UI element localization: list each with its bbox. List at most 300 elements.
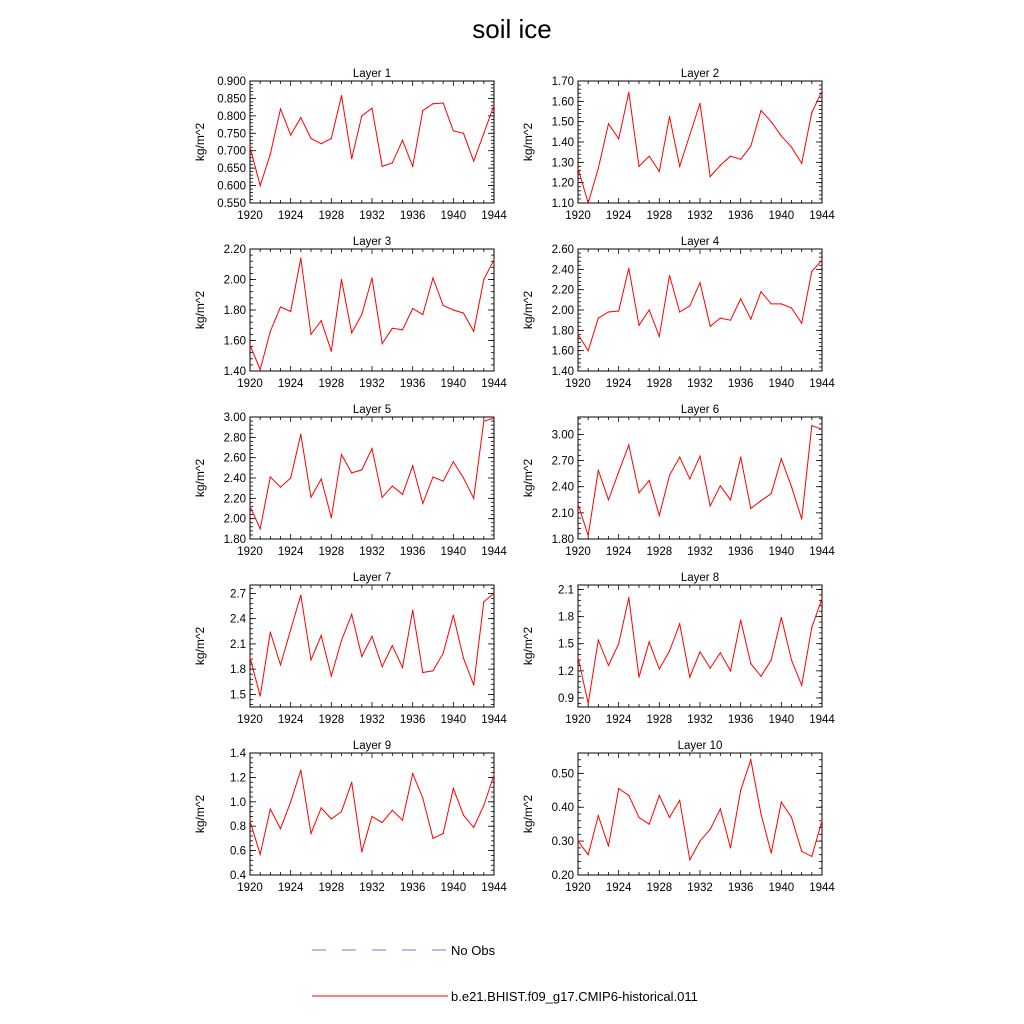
series-line [250, 593, 494, 696]
data-point [689, 134, 690, 135]
x-tick-label: 1944 [481, 882, 507, 894]
y-tick-label: 2.60 [551, 244, 574, 256]
data-point [321, 635, 322, 636]
x-tick-label: 1936 [399, 546, 426, 558]
panel-title: Layer 4 [680, 236, 720, 248]
y-tick-label: 0.900 [217, 76, 246, 88]
data-point [659, 171, 660, 172]
x-tick-label: 1936 [727, 546, 754, 558]
data-point [310, 659, 311, 660]
data-point [740, 456, 741, 457]
data-point [493, 774, 494, 775]
data-point [791, 817, 792, 818]
y-axis-label: kg/m^2 [193, 458, 207, 498]
chart-panel-9 [193, 740, 507, 894]
data-point [432, 838, 433, 839]
data-point [811, 271, 812, 272]
data-point [382, 166, 383, 167]
data-point [412, 610, 413, 611]
data-point [750, 508, 751, 509]
data-point [689, 859, 690, 860]
chart-panel-4 [521, 236, 835, 390]
plot-frame [250, 81, 494, 203]
data-point [608, 311, 609, 312]
x-tick-label: 1924 [277, 714, 304, 726]
data-point [760, 110, 761, 111]
series-line [250, 418, 494, 529]
data-point [300, 258, 301, 259]
data-point [260, 695, 261, 696]
x-tick-label: 1920 [237, 378, 263, 390]
data-point [463, 477, 464, 478]
y-tick-label: 2.20 [223, 493, 246, 506]
series-line [578, 760, 822, 860]
data-point [483, 279, 484, 280]
data-point [720, 808, 721, 809]
y-axis-label: kg/m^2 [193, 122, 207, 162]
data-point [649, 824, 650, 825]
y-tick-label: 0.4 [230, 870, 246, 882]
data-point [720, 485, 721, 486]
y-tick-label: 0.600 [217, 180, 246, 193]
y-tick-label: 0.700 [217, 145, 246, 158]
y-axis-label: kg/m^2 [521, 458, 535, 498]
y-tick-label: 0.9 [558, 692, 574, 705]
data-point [791, 146, 792, 147]
data-point [321, 320, 322, 321]
data-point [760, 813, 761, 814]
data-point [771, 121, 772, 122]
data-point [720, 652, 721, 653]
figure-title: soil ice [472, 14, 552, 44]
series-line [250, 96, 494, 186]
chart-panel-3 [193, 236, 507, 390]
y-tick-label: 2.1 [558, 584, 574, 597]
y-axis-label: kg/m^2 [521, 290, 535, 330]
data-point [422, 110, 423, 111]
data-point [638, 817, 639, 818]
x-tick-label: 1944 [809, 546, 835, 558]
data-point [771, 852, 772, 853]
y-tick-label: 1.20 [551, 177, 574, 190]
data-point [720, 318, 721, 319]
data-point [618, 471, 619, 472]
data-point [689, 478, 690, 479]
panel-title: Layer 9 [352, 740, 392, 752]
x-tick-label: 1944 [809, 882, 835, 894]
data-point [361, 851, 362, 852]
data-point [730, 670, 731, 671]
chart-panel-2 [521, 68, 835, 222]
data-point [618, 643, 619, 644]
data-point [598, 168, 599, 169]
data-point [791, 659, 792, 660]
plot-frame [250, 585, 494, 707]
data-point [821, 820, 822, 821]
x-tick-label: 1928 [646, 546, 673, 558]
x-tick-label: 1920 [565, 714, 591, 726]
data-point [371, 108, 372, 109]
y-tick-label: 3.00 [223, 412, 246, 424]
data-point [422, 503, 423, 504]
series-line [250, 770, 494, 854]
y-tick-label: 2.60 [223, 452, 246, 465]
series-line [578, 260, 822, 351]
data-point [341, 640, 342, 641]
data-point [473, 498, 474, 499]
plot-frame [250, 753, 494, 875]
y-tick-label: 1.4 [230, 748, 246, 760]
data-point [351, 472, 352, 473]
x-tick-label: 1944 [809, 714, 835, 726]
y-tick-label: 1.80 [551, 325, 574, 338]
data-point [699, 103, 700, 104]
data-point [361, 115, 362, 116]
data-point [443, 833, 444, 834]
x-tick-label: 1936 [399, 210, 426, 222]
data-point [412, 308, 413, 309]
data-point [422, 672, 423, 673]
series-line [578, 91, 822, 203]
data-point [588, 350, 589, 351]
y-tick-label: 2.7 [230, 588, 246, 601]
panel-title: Layer 3 [352, 236, 392, 248]
y-tick-label: 1.8 [230, 664, 246, 677]
x-tick-label: 1928 [646, 714, 673, 726]
data-point [771, 303, 772, 304]
data-point [588, 854, 589, 855]
y-tick-label: 1.10 [551, 198, 574, 210]
data-point [811, 425, 812, 426]
data-point [361, 469, 362, 470]
x-tick-label: 1924 [277, 882, 304, 894]
x-tick-label: 1940 [768, 546, 795, 558]
y-tick-label: 0.40 [551, 802, 574, 815]
data-point [760, 676, 761, 677]
x-tick-label: 1924 [605, 714, 632, 726]
y-tick-label: 2.70 [551, 455, 574, 468]
y-tick-label: 2.80 [223, 432, 246, 445]
x-tick-label: 1920 [237, 882, 263, 894]
data-point [249, 657, 250, 658]
data-point [280, 108, 281, 109]
data-point [699, 841, 700, 842]
x-tick-label: 1936 [727, 714, 754, 726]
data-point [628, 597, 629, 598]
y-tick-label: 1.2 [558, 665, 574, 678]
plot-frame [250, 417, 494, 539]
data-point [618, 138, 619, 139]
x-tick-label: 1940 [768, 714, 795, 726]
x-tick-label: 1936 [399, 378, 426, 390]
data-point [649, 156, 650, 157]
data-point [249, 506, 250, 507]
data-point [628, 268, 629, 269]
data-point [791, 486, 792, 487]
data-point [473, 827, 474, 828]
y-tick-label: 1.30 [551, 157, 574, 170]
data-point [781, 303, 782, 304]
y-tick-label: 1.50 [551, 116, 574, 129]
data-point [750, 319, 751, 320]
x-tick-label: 1944 [481, 378, 507, 390]
data-point [392, 810, 393, 811]
data-point [382, 343, 383, 344]
data-point [791, 307, 792, 308]
x-tick-label: 1944 [809, 378, 835, 390]
data-point [249, 344, 250, 345]
x-tick-label: 1924 [605, 546, 632, 558]
data-point [638, 677, 639, 678]
y-tick-label: 2.20 [551, 284, 574, 297]
x-tick-label: 1924 [277, 210, 304, 222]
data-point [608, 499, 609, 500]
x-tick-label: 1924 [605, 378, 632, 390]
data-point [669, 817, 670, 818]
data-point [331, 351, 332, 352]
data-point [392, 486, 393, 487]
x-tick-label: 1940 [440, 210, 467, 222]
data-point [260, 528, 261, 529]
panel-title: Layer 7 [352, 572, 392, 584]
data-point [463, 133, 464, 134]
x-tick-label: 1920 [237, 546, 263, 558]
x-tick-label: 1932 [359, 378, 385, 390]
data-point [483, 805, 484, 806]
data-point [730, 499, 731, 500]
x-tick-label: 1944 [481, 210, 507, 222]
data-point [659, 515, 660, 516]
data-point [669, 650, 670, 651]
data-point [443, 102, 444, 103]
data-point [710, 505, 711, 506]
data-point [290, 801, 291, 802]
chart-panel-6 [521, 404, 835, 558]
data-point [260, 369, 261, 370]
data-point [260, 185, 261, 186]
x-tick-label: 1940 [768, 882, 795, 894]
y-axis-label: kg/m^2 [521, 794, 535, 834]
data-point [811, 112, 812, 113]
data-point [493, 259, 494, 260]
data-point [781, 617, 782, 618]
data-point [361, 656, 362, 657]
x-tick-label: 1936 [399, 714, 426, 726]
data-point [443, 480, 444, 481]
data-point [270, 331, 271, 332]
data-point [331, 675, 332, 676]
y-tick-label: 1.40 [223, 366, 246, 378]
data-point [710, 176, 711, 177]
plot-frame [578, 81, 822, 203]
x-tick-label: 1936 [727, 882, 754, 894]
data-point [331, 138, 332, 139]
data-point [270, 476, 271, 477]
data-point [270, 809, 271, 810]
data-point [577, 504, 578, 505]
data-point [300, 594, 301, 595]
data-point [493, 105, 494, 106]
data-point [659, 795, 660, 796]
data-point [453, 461, 454, 462]
data-point [260, 854, 261, 855]
x-tick-label: 1924 [277, 546, 304, 558]
data-point [310, 334, 311, 335]
data-point [270, 632, 271, 633]
data-point [730, 156, 731, 157]
data-point [310, 138, 311, 139]
x-tick-label: 1932 [687, 210, 713, 222]
data-point [821, 429, 822, 430]
y-tick-label: 2.00 [223, 513, 246, 526]
data-point [750, 759, 751, 760]
x-tick-label: 1920 [237, 714, 263, 726]
series-line [250, 258, 494, 369]
data-point [321, 143, 322, 144]
data-point [432, 670, 433, 671]
data-point [453, 615, 454, 616]
x-tick-label: 1928 [646, 210, 673, 222]
data-point [821, 91, 822, 92]
data-point [750, 145, 751, 146]
data-point [463, 312, 464, 313]
data-point [392, 328, 393, 329]
data-point [618, 788, 619, 789]
data-point [811, 627, 812, 628]
data-point [618, 310, 619, 311]
chart-panel-8 [521, 572, 835, 726]
y-tick-label: 0.50 [551, 768, 574, 781]
x-tick-label: 1932 [687, 714, 713, 726]
x-tick-label: 1928 [646, 882, 673, 894]
data-point [412, 166, 413, 167]
data-point [402, 329, 403, 330]
data-point [341, 454, 342, 455]
legend [0, 930, 1024, 1020]
data-point [679, 311, 680, 312]
data-point [402, 667, 403, 668]
x-tick-label: 1940 [440, 546, 467, 558]
panel-title: Layer 6 [680, 404, 720, 416]
x-tick-label: 1944 [481, 714, 507, 726]
y-tick-label: 2.00 [551, 305, 574, 317]
y-tick-label: 1.40 [551, 137, 574, 149]
data-point [821, 598, 822, 599]
data-point [801, 851, 802, 852]
data-point [443, 653, 444, 654]
y-axis-label: kg/m^2 [193, 626, 207, 666]
chart-panel-10 [521, 740, 835, 894]
data-point [710, 668, 711, 669]
data-point [432, 476, 433, 477]
data-point [310, 833, 311, 834]
data-point [382, 497, 383, 498]
y-tick-label: 0.550 [217, 198, 246, 210]
x-tick-label: 1932 [359, 714, 385, 726]
data-point [577, 657, 578, 658]
data-point [483, 133, 484, 134]
data-point [371, 636, 372, 637]
data-point [781, 458, 782, 459]
data-point [730, 320, 731, 321]
y-tick-label: 1.5 [230, 689, 246, 702]
data-point [300, 769, 301, 770]
x-tick-label: 1920 [237, 210, 263, 222]
data-point [710, 829, 711, 830]
plot-frame [578, 249, 822, 371]
data-point [720, 165, 721, 166]
data-point [341, 95, 342, 96]
y-axis-label: kg/m^2 [521, 122, 535, 162]
data-point [588, 202, 589, 203]
data-point [463, 815, 464, 816]
y-tick-label: 0.800 [217, 110, 246, 123]
data-point [382, 822, 383, 823]
data-point [473, 331, 474, 332]
x-tick-label: 1932 [359, 210, 385, 222]
x-tick-label: 1928 [318, 882, 345, 894]
data-point [699, 456, 700, 457]
legend-obs-label: No Obs [451, 943, 496, 958]
data-point [473, 161, 474, 162]
data-point [382, 666, 383, 667]
data-point [453, 788, 454, 789]
x-tick-label: 1932 [687, 546, 713, 558]
x-tick-label: 1940 [768, 210, 795, 222]
data-point [659, 668, 660, 669]
y-tick-label: 2.20 [223, 244, 246, 256]
data-point [290, 629, 291, 630]
y-tick-label: 1.60 [551, 345, 574, 358]
x-tick-label: 1924 [277, 378, 304, 390]
y-tick-label: 2.1 [230, 638, 246, 651]
y-tick-label: 1.80 [551, 534, 574, 546]
data-point [679, 623, 680, 624]
data-point [689, 305, 690, 306]
data-point [821, 260, 822, 261]
series-line [578, 426, 822, 536]
data-point [750, 663, 751, 664]
x-tick-label: 1928 [318, 546, 345, 558]
data-point [649, 309, 650, 310]
y-tick-label: 1.60 [223, 335, 246, 348]
x-tick-label: 1932 [359, 882, 385, 894]
data-point [659, 336, 660, 337]
data-point [628, 92, 629, 93]
data-point [341, 279, 342, 280]
y-tick-label: 2.10 [551, 507, 574, 520]
data-point [412, 465, 413, 466]
x-tick-label: 1940 [440, 714, 467, 726]
y-tick-label: 1.5 [558, 638, 574, 651]
data-point [598, 640, 599, 641]
data-point [371, 448, 372, 449]
data-point [588, 703, 589, 704]
data-point [771, 493, 772, 494]
data-point [679, 800, 680, 801]
y-axis-label: kg/m^2 [193, 290, 207, 330]
x-tick-label: 1928 [318, 210, 345, 222]
data-point [781, 802, 782, 803]
data-point [249, 821, 250, 822]
x-tick-label: 1932 [687, 378, 713, 390]
data-point [331, 818, 332, 819]
data-point [402, 494, 403, 495]
data-point [280, 664, 281, 665]
data-point [638, 492, 639, 493]
data-point [699, 282, 700, 283]
plot-frame [578, 417, 822, 539]
